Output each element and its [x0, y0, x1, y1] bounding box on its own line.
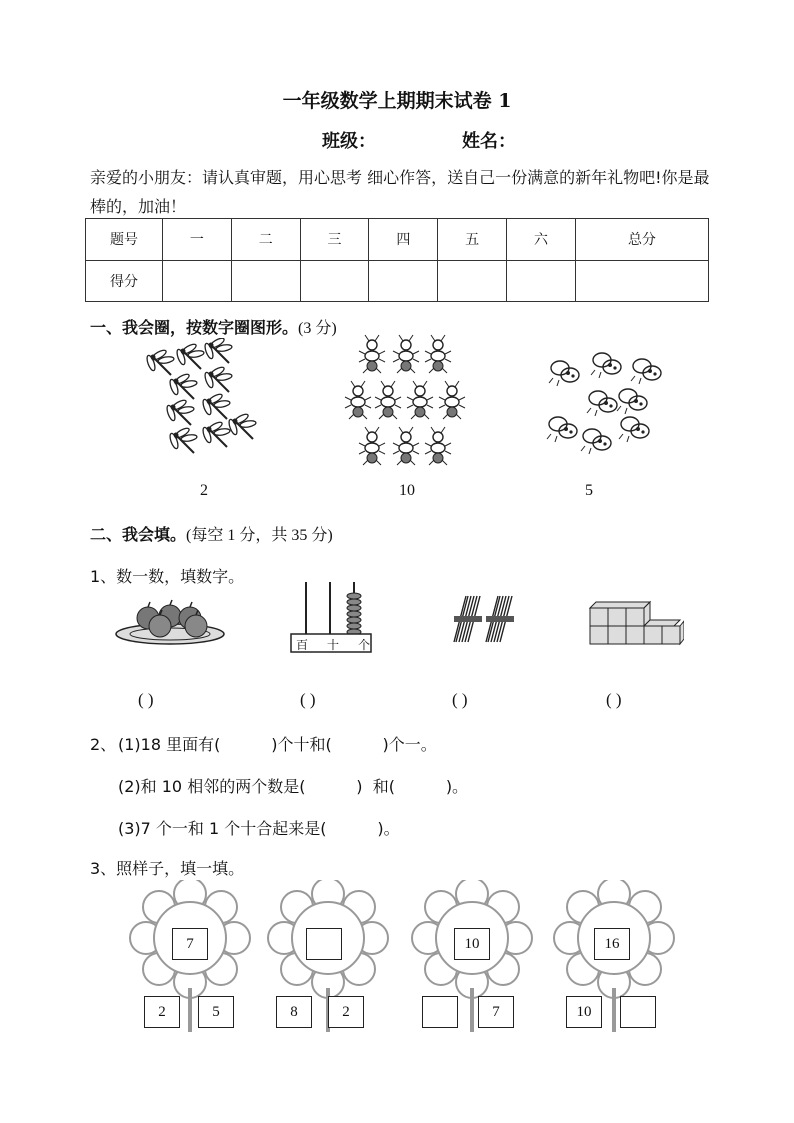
score-cell[interactable]	[231, 260, 300, 302]
flower-right-box: 7	[478, 996, 514, 1028]
q3-text: 3、照样子，填一填。	[90, 859, 245, 878]
q1-text: 1、数一数，填数字。	[90, 567, 245, 586]
flower-left-box: 2	[144, 996, 180, 1028]
score-header-cell: 一	[163, 219, 232, 261]
name-label: 姓名：	[462, 131, 516, 152]
score-row-label: 得分	[86, 260, 163, 302]
score-cell[interactable]	[507, 260, 576, 302]
section1-heading	[90, 315, 337, 338]
dragonfly-icon	[140, 338, 265, 468]
class-label: 班级：	[322, 131, 376, 152]
abacus-labels	[296, 636, 370, 653]
section2-title: 二、我会填。	[90, 525, 187, 544]
flower-left-box: 8	[276, 996, 312, 1028]
score-table	[85, 218, 709, 302]
abacus-label: 百	[296, 638, 309, 652]
count-answer-blank[interactable]: ( )	[606, 690, 622, 709]
score-table-score-row	[86, 260, 709, 302]
ant-icon	[342, 334, 474, 470]
flower-center-box: 7	[172, 928, 208, 960]
abacus-label: 个	[357, 638, 370, 652]
score-cell[interactable]	[369, 260, 438, 302]
apple-plate-icon	[112, 598, 228, 648]
stick-bundles-icon	[446, 592, 518, 648]
section2-points: (每空 1 分，共 35 分)	[186, 527, 333, 544]
flower-center-box[interactable]	[306, 928, 342, 960]
score-cell[interactable]	[300, 260, 369, 302]
count-answer-blank[interactable]: ( )	[138, 690, 154, 709]
score-header-cell: 六	[507, 219, 576, 261]
score-table-header-row	[86, 219, 709, 261]
section1-title: 一、我会圈，按数字圈图形。	[90, 318, 299, 337]
score-header-cell: 总分	[575, 219, 708, 261]
flower-right-box: 2	[328, 996, 364, 1028]
section1-points: (3 分)	[298, 320, 337, 337]
score-cell[interactable]	[575, 260, 708, 302]
count-answer-blank[interactable]: ( )	[300, 690, 316, 709]
count-answer-blank[interactable]: ( )	[452, 690, 468, 709]
intro-text: 亲爱的小朋友：请认真审题，用心思考 细心作答，送自己一份满意的新年礼物吧!你是最棒的，加油！	[90, 168, 710, 216]
butterfly-icon	[543, 350, 673, 462]
flower-center-box: 10	[454, 928, 490, 960]
section1-number: 10	[399, 482, 415, 499]
score-header-cell: 二	[231, 219, 300, 261]
flower-right-box[interactable]	[620, 996, 656, 1028]
section2-heading	[90, 522, 333, 545]
score-cell[interactable]	[163, 260, 232, 302]
q2-prefix: 2、	[90, 735, 117, 754]
q2-part-c[interactable]: (3)7 个一和 1 个十合起来是( )。	[118, 819, 400, 838]
q2-part-b[interactable]: (2)和 10 相邻的两个数是( ) 和( )。	[118, 777, 469, 796]
cube-blocks-icon	[588, 598, 684, 648]
q2-part-a[interactable]: (1)18 里面有( )个十和( )个一。	[118, 735, 437, 754]
abacus-label: 十	[326, 638, 339, 652]
page-title: 一年级数学上期期末试卷 1	[282, 90, 512, 112]
flower-left-box: 10	[566, 996, 602, 1028]
flower-center-box: 16	[594, 928, 630, 960]
section1-number: 2	[200, 482, 208, 499]
flower-left-box[interactable]	[422, 996, 458, 1028]
score-header-cell: 四	[369, 219, 438, 261]
section1-number: 5	[585, 482, 593, 499]
score-header-cell: 五	[438, 219, 507, 261]
score-cell[interactable]	[438, 260, 507, 302]
flower-right-box: 5	[198, 996, 234, 1028]
score-header-cell: 题号	[86, 219, 163, 261]
score-header-cell: 三	[300, 219, 369, 261]
